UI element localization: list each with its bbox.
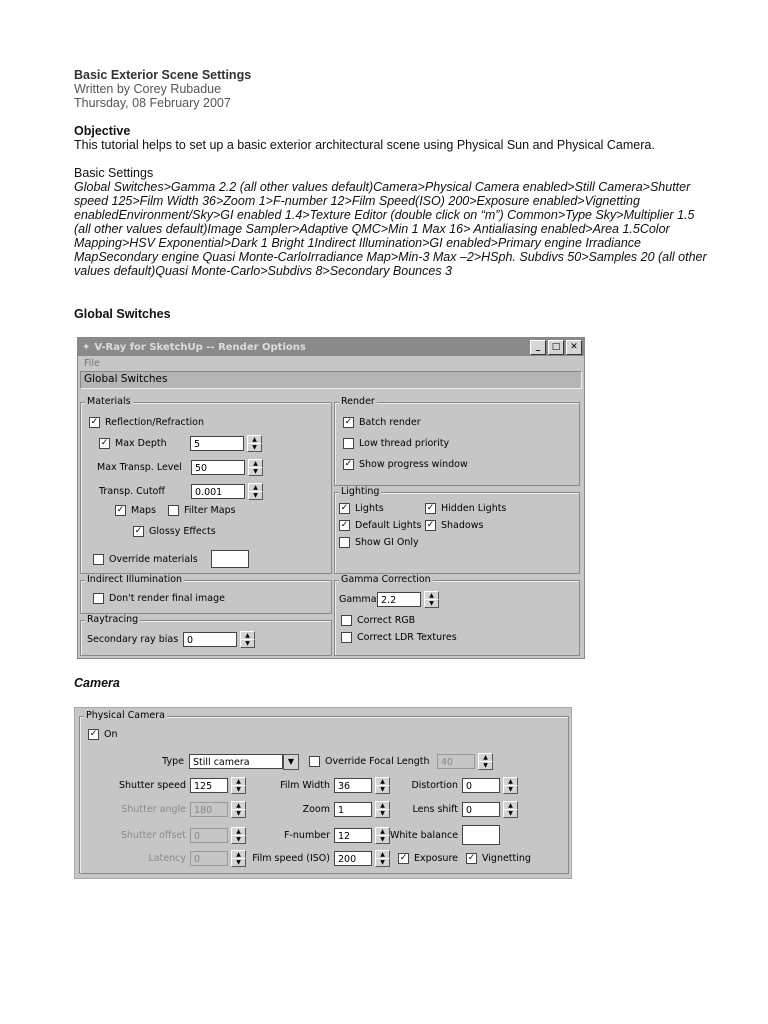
vignetting-checkbox[interactable]: ✓ (467, 853, 476, 863)
glossy-label: Glossy Effects (149, 526, 216, 537)
lights-checkbox[interactable]: ✓ (340, 503, 349, 513)
physical-camera-label: Physical Camera (86, 710, 165, 721)
film-speed-input[interactable]: 200 (334, 851, 372, 866)
gamma-spinner[interactable]: ▲ ▼ (424, 591, 439, 608)
f-number-label: F-number (284, 829, 330, 841)
zoom-label: Zoom (302, 804, 330, 815)
raytracing-label: Raytracing (87, 614, 139, 625)
shutter-angle-spinner[interactable]: ▲ ▼ (231, 801, 246, 818)
latency-input[interactable]: 0 (190, 851, 228, 866)
camera-type-select[interactable]: Still camera (189, 754, 283, 769)
film-width-spinner[interactable]: ▲ ▼ (375, 777, 390, 794)
batch-render-label: Batch render (359, 417, 421, 428)
max-transp-spinner[interactable]: ▲ ▼ (248, 459, 263, 476)
global-switches-heading: Global Switches (74, 307, 171, 321)
shadows-label: Shadows (441, 520, 484, 531)
article-title: Basic Exterior Scene Settings (74, 68, 252, 82)
basic-settings-heading: Basic Settings (74, 166, 154, 180)
ray-bias-input[interactable]: 0 (183, 632, 237, 647)
film-speed-label: Film speed (ISO) (252, 853, 330, 864)
vignetting-label: Vignetting (481, 853, 531, 864)
correct-rgb-label: Correct RGB (357, 615, 416, 626)
gamma-field-label: Gamma (339, 594, 377, 605)
distortion-label: Distortion (411, 780, 458, 791)
shutter-angle-label: Shutter angle (121, 804, 186, 815)
minimize-icon[interactable]: _ (530, 340, 546, 355)
override-material-swatch[interactable] (211, 550, 249, 568)
override-focal-checkbox[interactable] (309, 756, 320, 767)
max-depth-checkbox[interactable]: ✓ (100, 438, 109, 448)
vray-logo-icon: ✦ (82, 341, 91, 353)
window-titlebar (78, 338, 584, 356)
shutter-angle-input[interactable]: 180 (190, 802, 228, 817)
shutter-speed-spinner[interactable]: ▲ ▼ (231, 777, 246, 794)
raytracing-group (80, 614, 332, 656)
objective-text: This tutorial helps to set up a basic exterior architectural scene using Physical Sun and Physical Camera. (74, 138, 655, 152)
shutter-offset-label: Shutter offset (120, 829, 186, 841)
materials-group (80, 396, 332, 574)
type-label: Type (162, 756, 184, 767)
max-transp-label: Max Transp. Level (97, 462, 182, 473)
reflection-checkbox[interactable]: ✓ (90, 417, 99, 427)
materials-label: Materials (87, 396, 131, 407)
glossy-checkbox[interactable]: ✓ (134, 526, 143, 536)
close-icon[interactable]: ✕ (566, 340, 582, 355)
batch-render-checkbox[interactable]: ✓ (344, 417, 353, 427)
indirect-label: Indirect Illumination (87, 574, 183, 585)
article-date: Thursday, 08 February 2007 (74, 96, 231, 110)
filter-maps-label: Filter Maps (184, 505, 236, 516)
lens-shift-input[interactable]: 0 (462, 802, 500, 817)
basic-settings-text: Global Switches>Gamma 2.2 (all other values default)Camera>Physical Camera enabled>Still Camera>Shutter speed 125>Film Width 36>Zoom 1>F-number 12>Film Speed(ISO) 200>Exposure enabled>Vignetting enabledEnvironment/Sky>GI enabled 1.4>Texture Editor (double click on “m”) Common>Type Sky>Multiplier 1.5 (all other values default)Image Sampler>Adaptive QMC>Min 1 Max 16> Antialiasing enabled>Area 1.5Color Mapping>HSV Exponential>Dark 1 Bright 1Indirect Illumination>GI enabled>Primary engine Irradiance MapSecondary engine Quasi Monte-CarloIrradiance Map>Min-3 Max –2>HSph. Subdivs 50>Samples 20 (all other values default)Quasi Monte-Carlo>Subdivs 8>Secondary Bounces 3 (74, 180, 707, 278)
ray-bias-label: Secondary ray bias (87, 634, 179, 645)
camera-heading: Camera (74, 676, 120, 690)
white-balance-swatch[interactable] (462, 825, 500, 845)
dont-render-checkbox[interactable] (93, 593, 104, 604)
transp-cutoff-spinner[interactable]: ▲ ▼ (248, 483, 263, 500)
document-body (74, 68, 714, 278)
exposure-checkbox[interactable]: ✓ (399, 853, 408, 863)
indirect-group (80, 574, 332, 614)
camera-on-label: On (104, 729, 118, 740)
hidden-lights-checkbox[interactable]: ✓ (426, 503, 435, 513)
zoom-spinner[interactable]: ▲ ▼ (375, 801, 390, 818)
max-transp-input[interactable]: 50 (191, 460, 245, 475)
correct-ldr-checkbox[interactable] (341, 632, 352, 643)
menu-file[interactable]: File (84, 358, 100, 369)
max-depth-input[interactable]: 5 (190, 436, 244, 451)
correct-ldr-label: Correct LDR Textures (357, 632, 457, 643)
lens-shift-label: Lens shift (412, 804, 458, 815)
gi-only-checkbox[interactable] (339, 537, 350, 548)
shutter-speed-input[interactable]: 125 (190, 778, 228, 793)
section-global-switches[interactable]: Global Switches (80, 371, 582, 389)
f-number-spinner[interactable]: ▲ ▼ (375, 827, 390, 844)
transp-cutoff-input[interactable]: 0.001 (191, 484, 245, 499)
lights-label: Lights (355, 503, 384, 514)
lens-shift-spinner[interactable]: ▲ ▼ (503, 801, 518, 818)
film-width-label: Film Width (280, 780, 330, 791)
shutter-offset-spinner[interactable]: ▲ ▼ (231, 827, 246, 844)
maximize-icon[interactable]: □ (548, 340, 564, 355)
zoom-input[interactable]: 1 (334, 802, 372, 817)
film-speed-spinner[interactable]: ▲ ▼ (375, 850, 390, 867)
correct-rgb-checkbox[interactable] (341, 615, 352, 626)
progress-window-label: Show progress window (359, 459, 468, 470)
article-byline: Written by Corey Rubadue (74, 82, 222, 96)
camera-panel (74, 707, 572, 879)
maps-checkbox[interactable]: ✓ (116, 505, 125, 515)
filter-maps-checkbox[interactable] (168, 505, 179, 516)
default-lights-label: Default Lights (355, 520, 422, 531)
maps-label: Maps (131, 505, 156, 516)
gamma-label: Gamma Correction (341, 574, 431, 585)
distortion-spinner[interactable]: ▲ ▼ (503, 777, 518, 794)
default-lights-checkbox[interactable]: ✓ (340, 520, 349, 530)
transp-cutoff-label: Transp. Cutoff (99, 486, 165, 497)
lighting-label: Lighting (341, 486, 380, 497)
render-label: Render (341, 396, 375, 407)
render-group (334, 396, 580, 486)
focal-length-input[interactable]: 40 (437, 754, 475, 769)
gamma-input[interactable]: 2.2 (377, 592, 421, 607)
latency-label: Latency (148, 853, 186, 864)
shutter-speed-label: Shutter speed (119, 780, 186, 791)
objective-heading: Objective (74, 124, 131, 138)
override-materials-label: Override materials (109, 553, 198, 565)
ray-bias-spinner[interactable]: ▲ ▼ (240, 631, 255, 648)
progress-window-checkbox[interactable]: ✓ (344, 459, 353, 469)
dont-render-label: Don't render final image (109, 593, 225, 604)
camera-on-checkbox[interactable]: ✓ (89, 729, 98, 739)
gi-only-label: Show GI Only (355, 537, 419, 548)
film-width-input[interactable]: 36 (334, 778, 372, 793)
override-materials-checkbox[interactable] (93, 554, 104, 565)
physical-camera-group (79, 710, 569, 874)
max-depth-label: Max Depth (115, 438, 167, 449)
render-options-window (77, 337, 585, 659)
white-balance-label: White balance (390, 829, 459, 841)
reflection-label: Reflection/Refraction (105, 417, 204, 428)
shadows-checkbox[interactable]: ✓ (426, 520, 435, 530)
low-thread-checkbox[interactable] (343, 438, 354, 449)
chevron-down-icon[interactable]: ▼ (283, 754, 299, 770)
override-focal-label: Override Focal Length (325, 756, 430, 767)
distortion-input[interactable]: 0 (462, 778, 500, 793)
focal-length-spinner[interactable]: ▲ ▼ (478, 753, 493, 770)
shutter-offset-input[interactable]: 0 (190, 828, 228, 843)
max-depth-spinner[interactable]: ▲ ▼ (247, 435, 262, 452)
low-thread-label: Low thread priority (359, 438, 450, 449)
gamma-group (334, 574, 580, 656)
exposure-label: Exposure (414, 853, 458, 864)
window-title: V-Ray for SketchUp -- Render Options (94, 341, 306, 353)
hidden-lights-label: Hidden Lights (441, 503, 507, 514)
latency-spinner[interactable]: ▲ ▼ (231, 850, 246, 867)
f-number-input[interactable]: 12 (334, 828, 372, 843)
lighting-group (334, 486, 580, 574)
